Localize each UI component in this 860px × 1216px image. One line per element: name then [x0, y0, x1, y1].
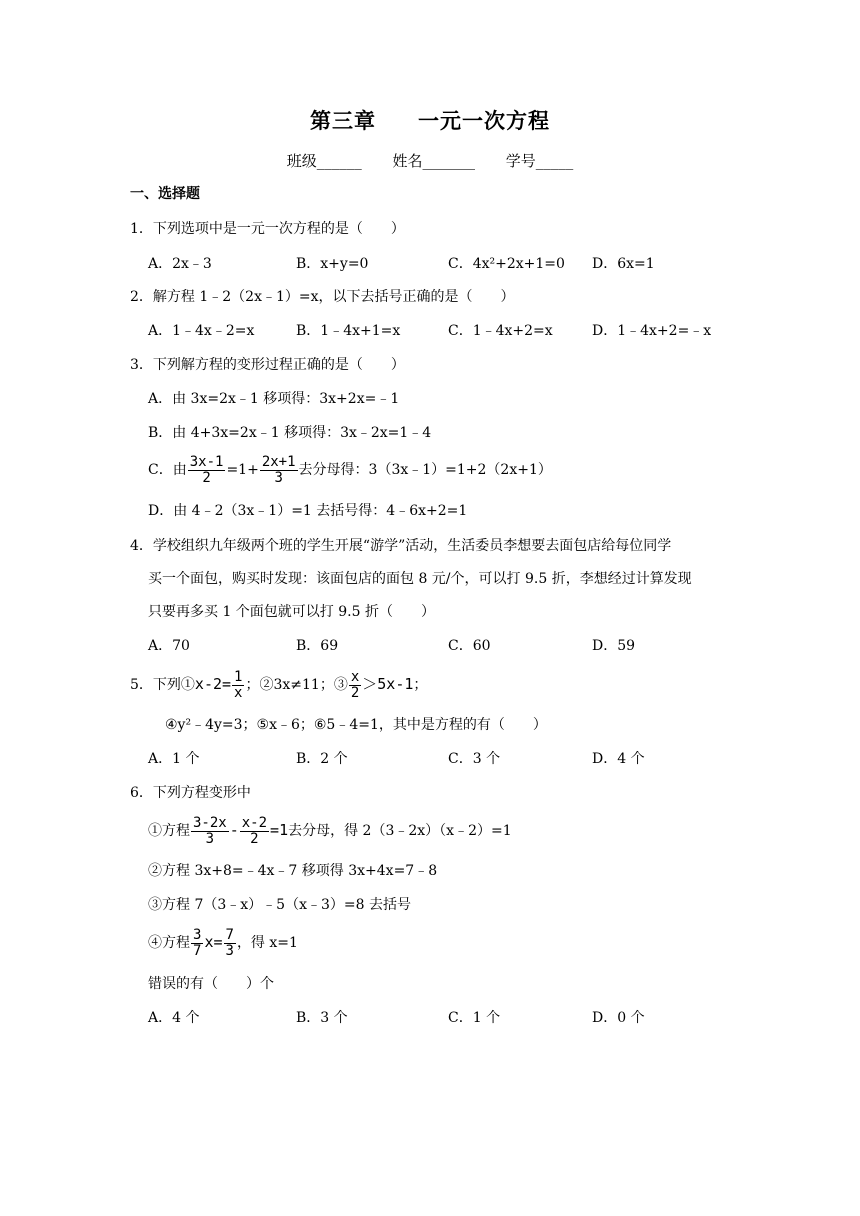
page-title: [0, 105, 860, 135]
q6-i1-fraction-2: $\frac{x-2}{2}$: [241, 814, 268, 847]
id-field: 学号_____: [505, 152, 574, 170]
q1-option-d: D．6x=1: [592, 256, 655, 272]
q5-option-b: B．2 个: [296, 751, 348, 767]
q6-option-c: C．1 个: [448, 1010, 501, 1026]
q1-option-a: A．2x﹣3: [148, 256, 212, 272]
q5-line-1: [130, 666, 427, 703]
q2-option-a: A．1﹣4x﹣2=x: [148, 323, 255, 339]
q3-option-a: A．由 3x=2x﹣1 移项得：3x+2x=﹣1: [148, 391, 400, 407]
class-field: 班级______: [286, 152, 362, 170]
q4-option-b: B．69: [296, 638, 339, 654]
q3-stem: 3．下列解方程的变形过程正确的是（ ）: [130, 357, 405, 373]
q5-prefix: 5．下列①: [130, 677, 195, 693]
q5-eq3-right: ＞5x-1: [362, 675, 414, 693]
section-heading: 一、选择题: [130, 186, 200, 202]
q6-item-4: [148, 924, 298, 961]
q4-line-1: 4．学校组织九年级两个班的学生开展“游学”活动，生活委员李想要去面包店给每位同学: [130, 538, 672, 554]
q6-i4-fraction-1: $\frac{3}{7}$: [193, 926, 202, 959]
q6-i1-fraction-1: $\frac{3-2x}{3}$: [193, 814, 227, 847]
q6-i4-prefix: ④方程: [148, 935, 190, 951]
q3-c-fraction-1: $\frac{3x-1}{2}$: [189, 453, 224, 486]
name-field: 姓名_______: [392, 152, 475, 170]
q6-i4-mid: x=: [204, 933, 223, 951]
q3-option-b: B．由 4+3x=2x﹣1 移项得：3x﹣2x=1﹣4: [148, 425, 432, 441]
chapter-label: 第三章: [310, 108, 376, 133]
q4-option-d: D．59: [592, 638, 636, 654]
q2-option-d: D．1﹣4x+2=﹣x: [592, 323, 712, 339]
q6-stem: 6．下列方程变形中: [130, 785, 251, 801]
q6-i1-eq: =1: [270, 821, 289, 839]
q2-stem: 2．解方程 1﹣2（2x﹣1）=x，以下去括号正确的是（ ）: [130, 289, 515, 305]
q2-option-b: B．1﹣4x+1=x: [296, 323, 401, 339]
q4-option-c: C．60: [448, 638, 491, 654]
q6-item-2: ②方程 3x+8=﹣4x﹣7 移项得 3x+4x=7﹣8: [148, 863, 438, 879]
q4-option-a: A．70: [148, 638, 190, 654]
q1-option-c: C．4x²+2x+1=0: [448, 256, 565, 272]
q4-line-2: 买一个面包，购买时发现：该面包店的面包 8 元/个，可以打 9.5 折，李想经过计算发现: [148, 571, 692, 587]
q5-eq1-left: x-2=: [194, 675, 232, 693]
q6-option-d: D．0 个: [592, 1010, 645, 1026]
q5-end: ；: [413, 677, 428, 693]
q1-stem: 1．下列选项中是一元一次方程的是（ ）: [130, 221, 405, 237]
q5-part2: ；②3x≠11；③: [245, 677, 348, 693]
q6-i4-suffix: ，得 x=1: [236, 935, 298, 951]
q4-line-3: 只要再多买 1 个面包就可以打 9.5 折（ ）: [148, 604, 435, 620]
q5-line-2: ④y²﹣4y=3；⑤x﹣6；⑥5﹣4=1，其中是方程的有（ ）: [165, 717, 547, 733]
q5-option-a: A．1 个: [148, 751, 200, 767]
q6-item-1: [148, 812, 512, 849]
q6-item-3: ③方程 7（3﹣x）﹣5（x﹣3）=8 去括号: [148, 897, 411, 913]
q5-option-d: D．4 个: [592, 751, 645, 767]
q6-wrong-count: 错误的有（ ）个: [148, 976, 274, 992]
q3-option-c: [148, 452, 552, 488]
q3-c-fraction-2: $\frac{2x+1}{3}$: [261, 453, 296, 486]
q5-eq3-fraction: $\frac{x}{2}$: [350, 668, 360, 701]
q3-c-suffix: 去分母得：3（3x﹣1）=1+2（2x+1）: [298, 462, 552, 478]
q5-option-c: C．3 个: [448, 751, 501, 767]
q3-option-d: D．由 4﹣2（3x﹣1）=1 去括号得：4﹣6x+2=1: [148, 503, 468, 519]
q6-i4-fraction-2: $\frac{7}{3}$: [225, 926, 234, 959]
student-info: [0, 150, 860, 171]
q6-option-b: B．3 个: [296, 1010, 348, 1026]
q2-option-c: C．1﹣4x+2=x: [448, 323, 553, 339]
q6-i1-minus: -: [229, 821, 239, 839]
q6-option-a: A．4 个: [148, 1010, 200, 1026]
chapter-name: 一元一次方程: [418, 108, 550, 133]
q6-i1-suffix: 去分母，得 2（3﹣2x）（x﹣2）=1: [288, 823, 512, 839]
q1-option-b: B．x+y=0: [296, 256, 369, 272]
q3-c-mid: =1+: [226, 462, 259, 478]
q5-eq1-fraction: $\frac{1}{x}$: [234, 668, 243, 701]
q3-c-prefix: C．由: [148, 462, 187, 478]
q6-i1-prefix: ①方程: [148, 823, 190, 839]
